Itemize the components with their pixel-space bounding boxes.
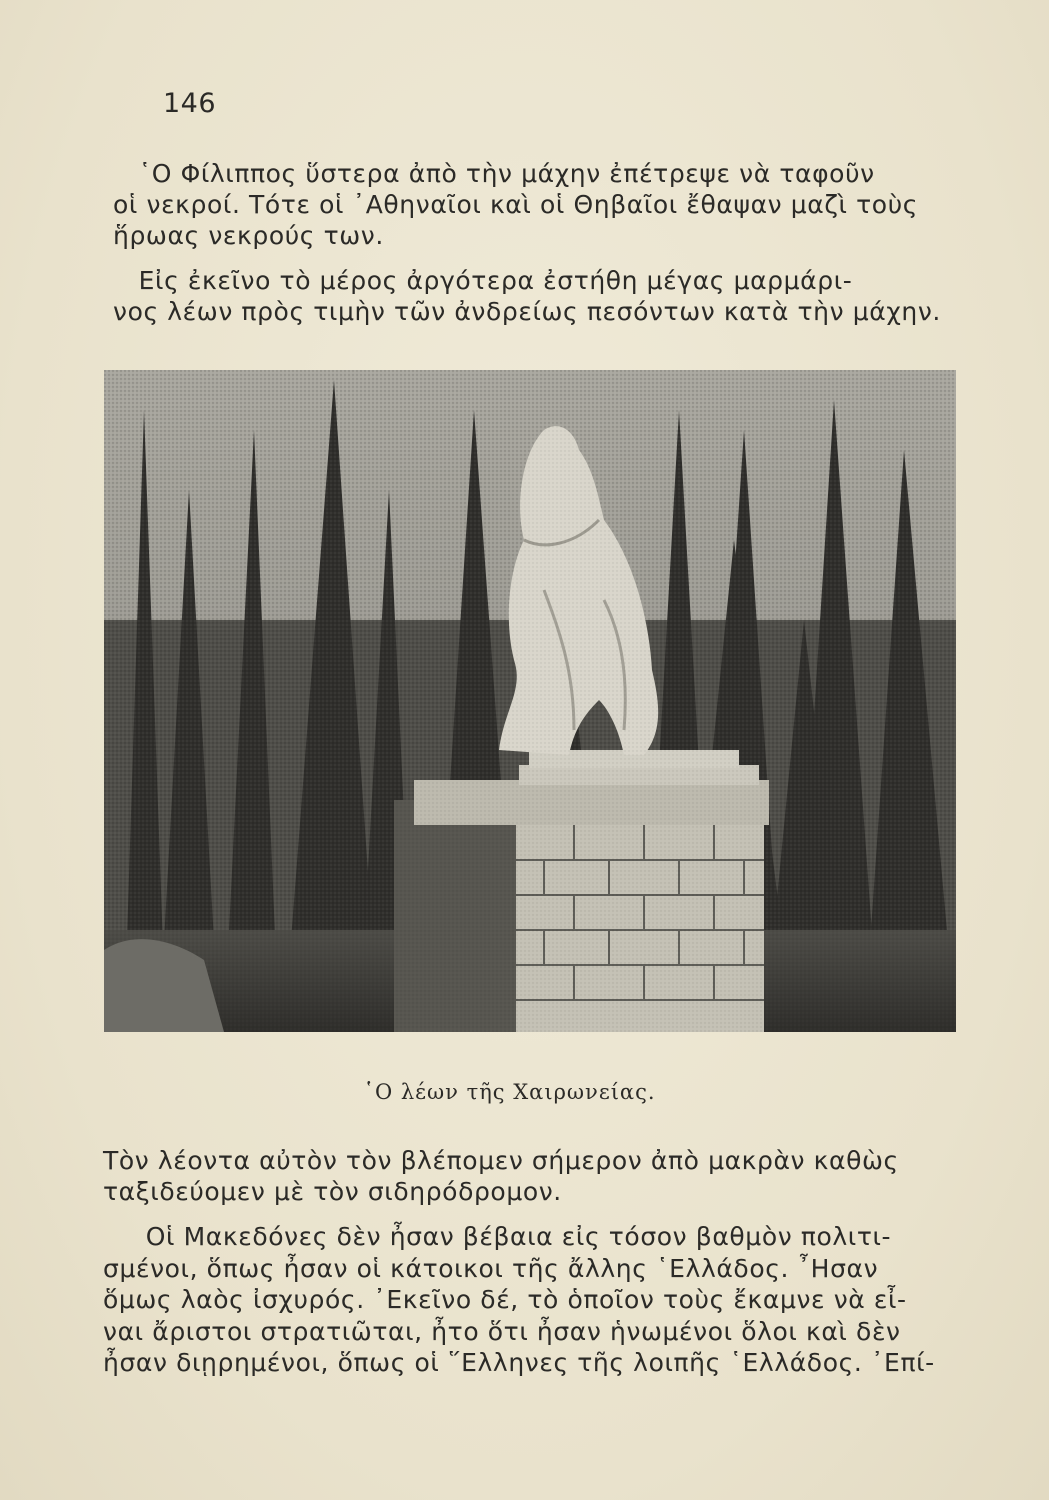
paragraph-philip-burial: ῾Ο Φίλιππος ὕστερα ἀπὸ τὴν μάχην ἐπέτρεψε νὰ ταφοῦν οἱ νεκροί. Τότε οἱ ᾿Αθηναῖοι καὶ οἱ Θηβαῖοι ἔθαψαν μαζὶ τοὺς ἥρωας νεκρούς των. bbox=[113, 159, 919, 250]
figure-caption: ῾Ο λέων τῆς Χαιρωνείας. bbox=[363, 1080, 656, 1104]
paragraph-lion-today: Τὸν λέοντα αὐτὸν τὸν βλέπομεν σήμερον ἀπὸ μακρὰν καθὼς ταξιδεύομεν μὲ τὸν σιδηρόδρομον. bbox=[103, 1146, 899, 1206]
lion-of-chaeronea-photo bbox=[104, 370, 956, 1032]
paragraph-marble-lion: Εἰς ἐκεῖνο τὸ μέρος ἀργότερα ἐστήθη μέγας μαρμάρι- νος λέων πρὸς τιμὴν τῶν ἀνδρείως πεσόντων κατὰ τὴν μάχην. bbox=[113, 266, 941, 326]
page-number: 146 bbox=[163, 88, 217, 119]
paragraph-macedonians: Οἱ Μακεδόνες δὲν ἦσαν βέβαια εἰς τόσον βαθμὸν πολιτι- σμένοι, ὅπως ἦσαν οἱ κάτοικοι τῆς ἄλλης ῾Ελλάδος. ῏Ησαν ὅμως λαὸς ἰσχυρός. ᾿Εκεῖνο δέ, τὸ ὁποῖον τοὺς ἔκαμνε νὰ εἶ- ναι ἄριστοι στρατιῶται, ἦτο ὅτι ἦσαν ἡνωμένοι ὅλοι καὶ δὲν ἦσαν διῃρημένοι, ὅπως οἱ ῞Ελληνες τῆς λοιπῆς ῾Ελλάδος. ᾿Επί- bbox=[103, 1222, 935, 1377]
